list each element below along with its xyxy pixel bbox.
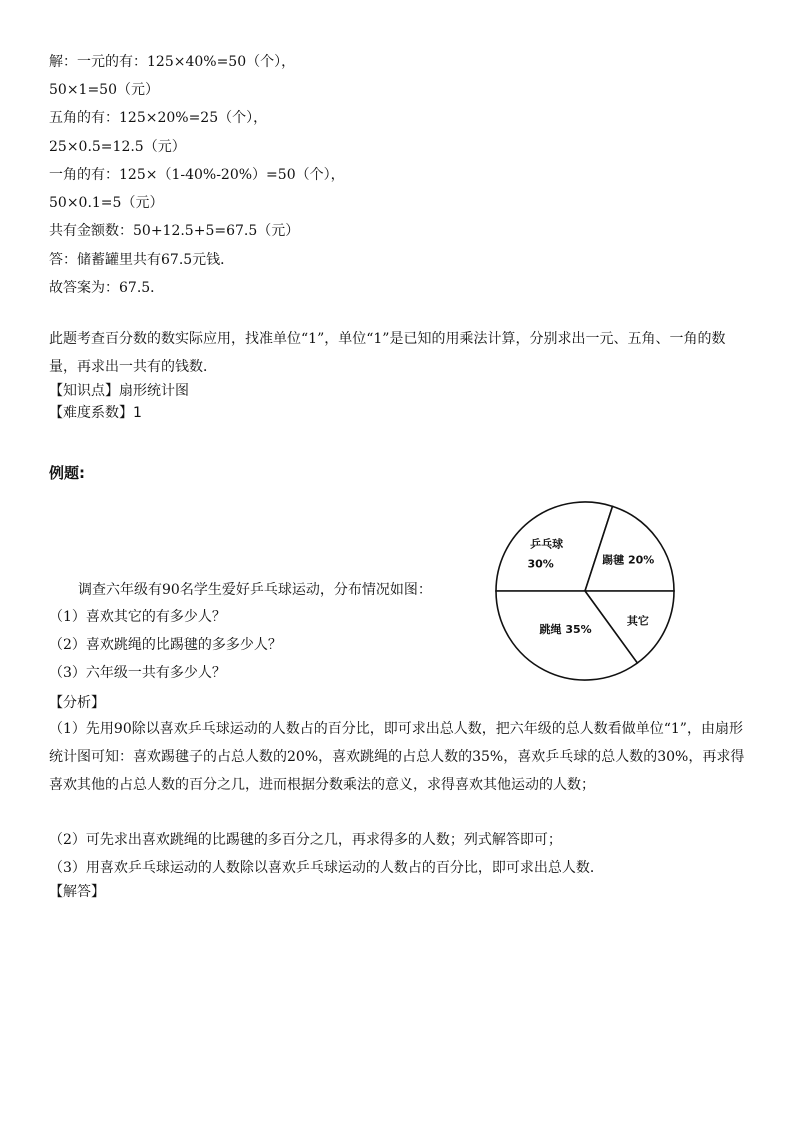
answer-heading: 【解答】 [49, 884, 105, 900]
solution-line: 解：一元的有：125×40%=50（个）， [49, 54, 296, 70]
pie-label-其它: 其它 [626, 614, 649, 628]
solution-line: 答：储蓄罐里共有67.5元钱． [49, 252, 235, 268]
question-3: （3）六年级一共有多少人？ [49, 665, 226, 681]
question-1: （1）喜欢其它的有多少人？ [49, 609, 226, 625]
difficulty: 【难度系数】1 [49, 405, 142, 421]
analysis-p3: （3）用喜欢乒乓球运动的人数除以喜欢乒乓球运动的人数占的百分比，即可求出总人数． [49, 860, 604, 876]
question-2: （2）喜欢跳绳的比踢毽的多多少人？ [49, 637, 282, 653]
analysis-p2: （2）可先求出喜欢跳绳的比踢毽的多百分之几，再求得多的人数；列式解答即可； [49, 832, 562, 848]
analysis-p1: （1）先用90除以喜欢乒乓球运动的人数占的百分比，即可求出总人数，把六年级的总人数看做单位“1”，由扇形统计图可知：喜欢踢毽子的占总人数的20%，喜欢跳绳的占总人数的35%，喜欢乒乓球的总人数的30%，再求得喜欢其他的占总人数的百分之几，进而根据分数乘法的意义，求得喜欢其他运动的人数； [49, 721, 745, 793]
problem-stem: 调查六年级有90名学生爱好乒乓球运动，分布情况如图： [78, 582, 432, 598]
example-heading: 例题: [49, 464, 85, 482]
solution-line: 50×0.1=5（元） [49, 195, 164, 211]
pie-slices [496, 502, 674, 680]
solution-line: 25×0.5=12.5（元） [49, 139, 186, 155]
solution-line: 共有金额数：50+12.5+5=67.5（元） [49, 223, 300, 239]
knowledge-point: 【知识点】扇形统计图 [49, 383, 189, 399]
solution-line: 故答案为：67.5． [49, 280, 165, 296]
pie-chart [494, 500, 676, 682]
solution-line: 一角的有：125×（1-40%-20%）=50（个）， [49, 167, 345, 183]
pie-label-乒乓球: 乒乓球 30% [527, 537, 564, 571]
pie-label-踢毽: 踢毽 20% [602, 553, 655, 567]
commentary: 此题考查百分数的数实际应用，找准单位“1”，单位“1”是已知的用乘法计算，分别求出一元、五角、一角的数量，再求出一共有的钱数． [49, 331, 726, 375]
solution-line: 五角的有：125×20%=25（个）， [49, 110, 268, 126]
analysis-heading: 【分析】 [49, 695, 105, 711]
solution-line: 50×1=50（元） [49, 82, 159, 98]
pie-label-跳绳: 跳绳 35% [539, 623, 592, 637]
